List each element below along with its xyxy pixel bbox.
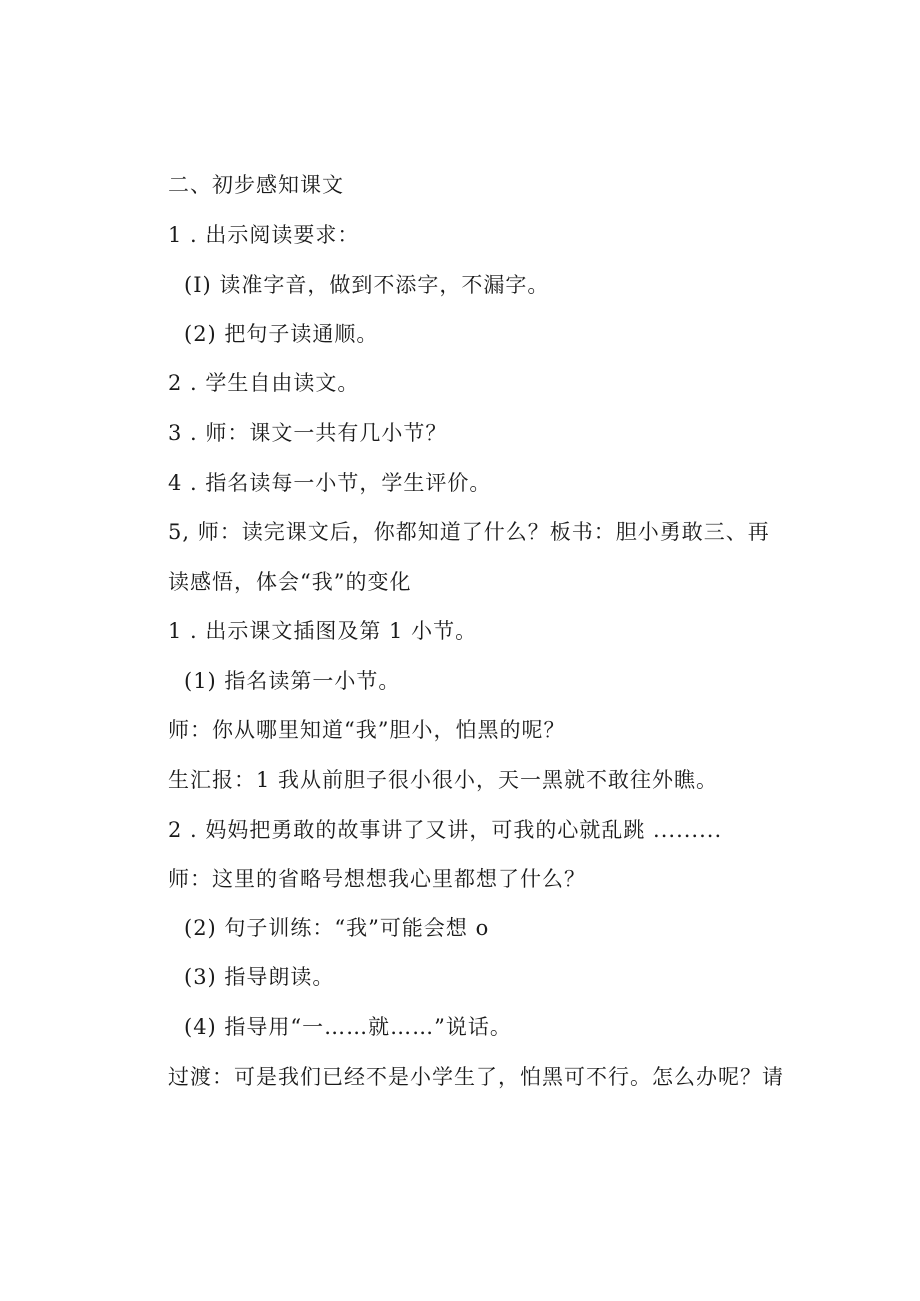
section-heading: 二、初步感知课文: [168, 173, 344, 197]
paragraph-line: 2 . 学生自由读文。: [168, 371, 360, 395]
paragraph-line: 师：这里的省略号想想我心里都想了什么？: [168, 867, 586, 891]
paragraph-line: 1 . 出示课文插图及第 1 小节。: [168, 619, 478, 643]
paragraph-line: 师：你从哪里知道“我”胆小，怕黑的呢？: [168, 718, 566, 742]
paragraph-line: 生汇报：1 我从前胆子很小很小，天一黑就不敢往外瞧。: [168, 768, 719, 792]
paragraph-line: (2) 把句子读通顺。: [184, 322, 379, 346]
paragraph-line: 读感悟，体会“我”的变化: [168, 570, 412, 594]
paragraph-line: 过渡：可是我们已经不是小学生了，怕黑可不行。怎么办呢？请: [168, 1065, 784, 1089]
paragraph-line: (3) 指导朗读。: [184, 965, 335, 989]
paragraph-line: (I) 读准字音，做到不添字，不漏字。: [184, 273, 550, 297]
paragraph-line: (4) 指导用“一……就……”说话。: [184, 1015, 512, 1039]
paragraph-line: 4 . 指名读每一小节，学生评价。: [168, 471, 492, 495]
paragraph-line: 5, 师：读完课文后，你都知道了什么？板书：胆小勇敢三、再: [168, 520, 770, 544]
paragraph-line: (2) 句子训练：“我”可能会想 o: [184, 916, 490, 940]
paragraph-line: 2 . 妈妈把勇敢的故事讲了又讲，可我的心就乱跳 .........: [168, 818, 723, 842]
paragraph-line: 1 . 出示阅读要求：: [168, 223, 360, 247]
paragraph-line: 3 . 师：课文一共有几小节？: [168, 421, 448, 445]
paragraph-line: (1) 指名读第一小节。: [184, 669, 401, 693]
